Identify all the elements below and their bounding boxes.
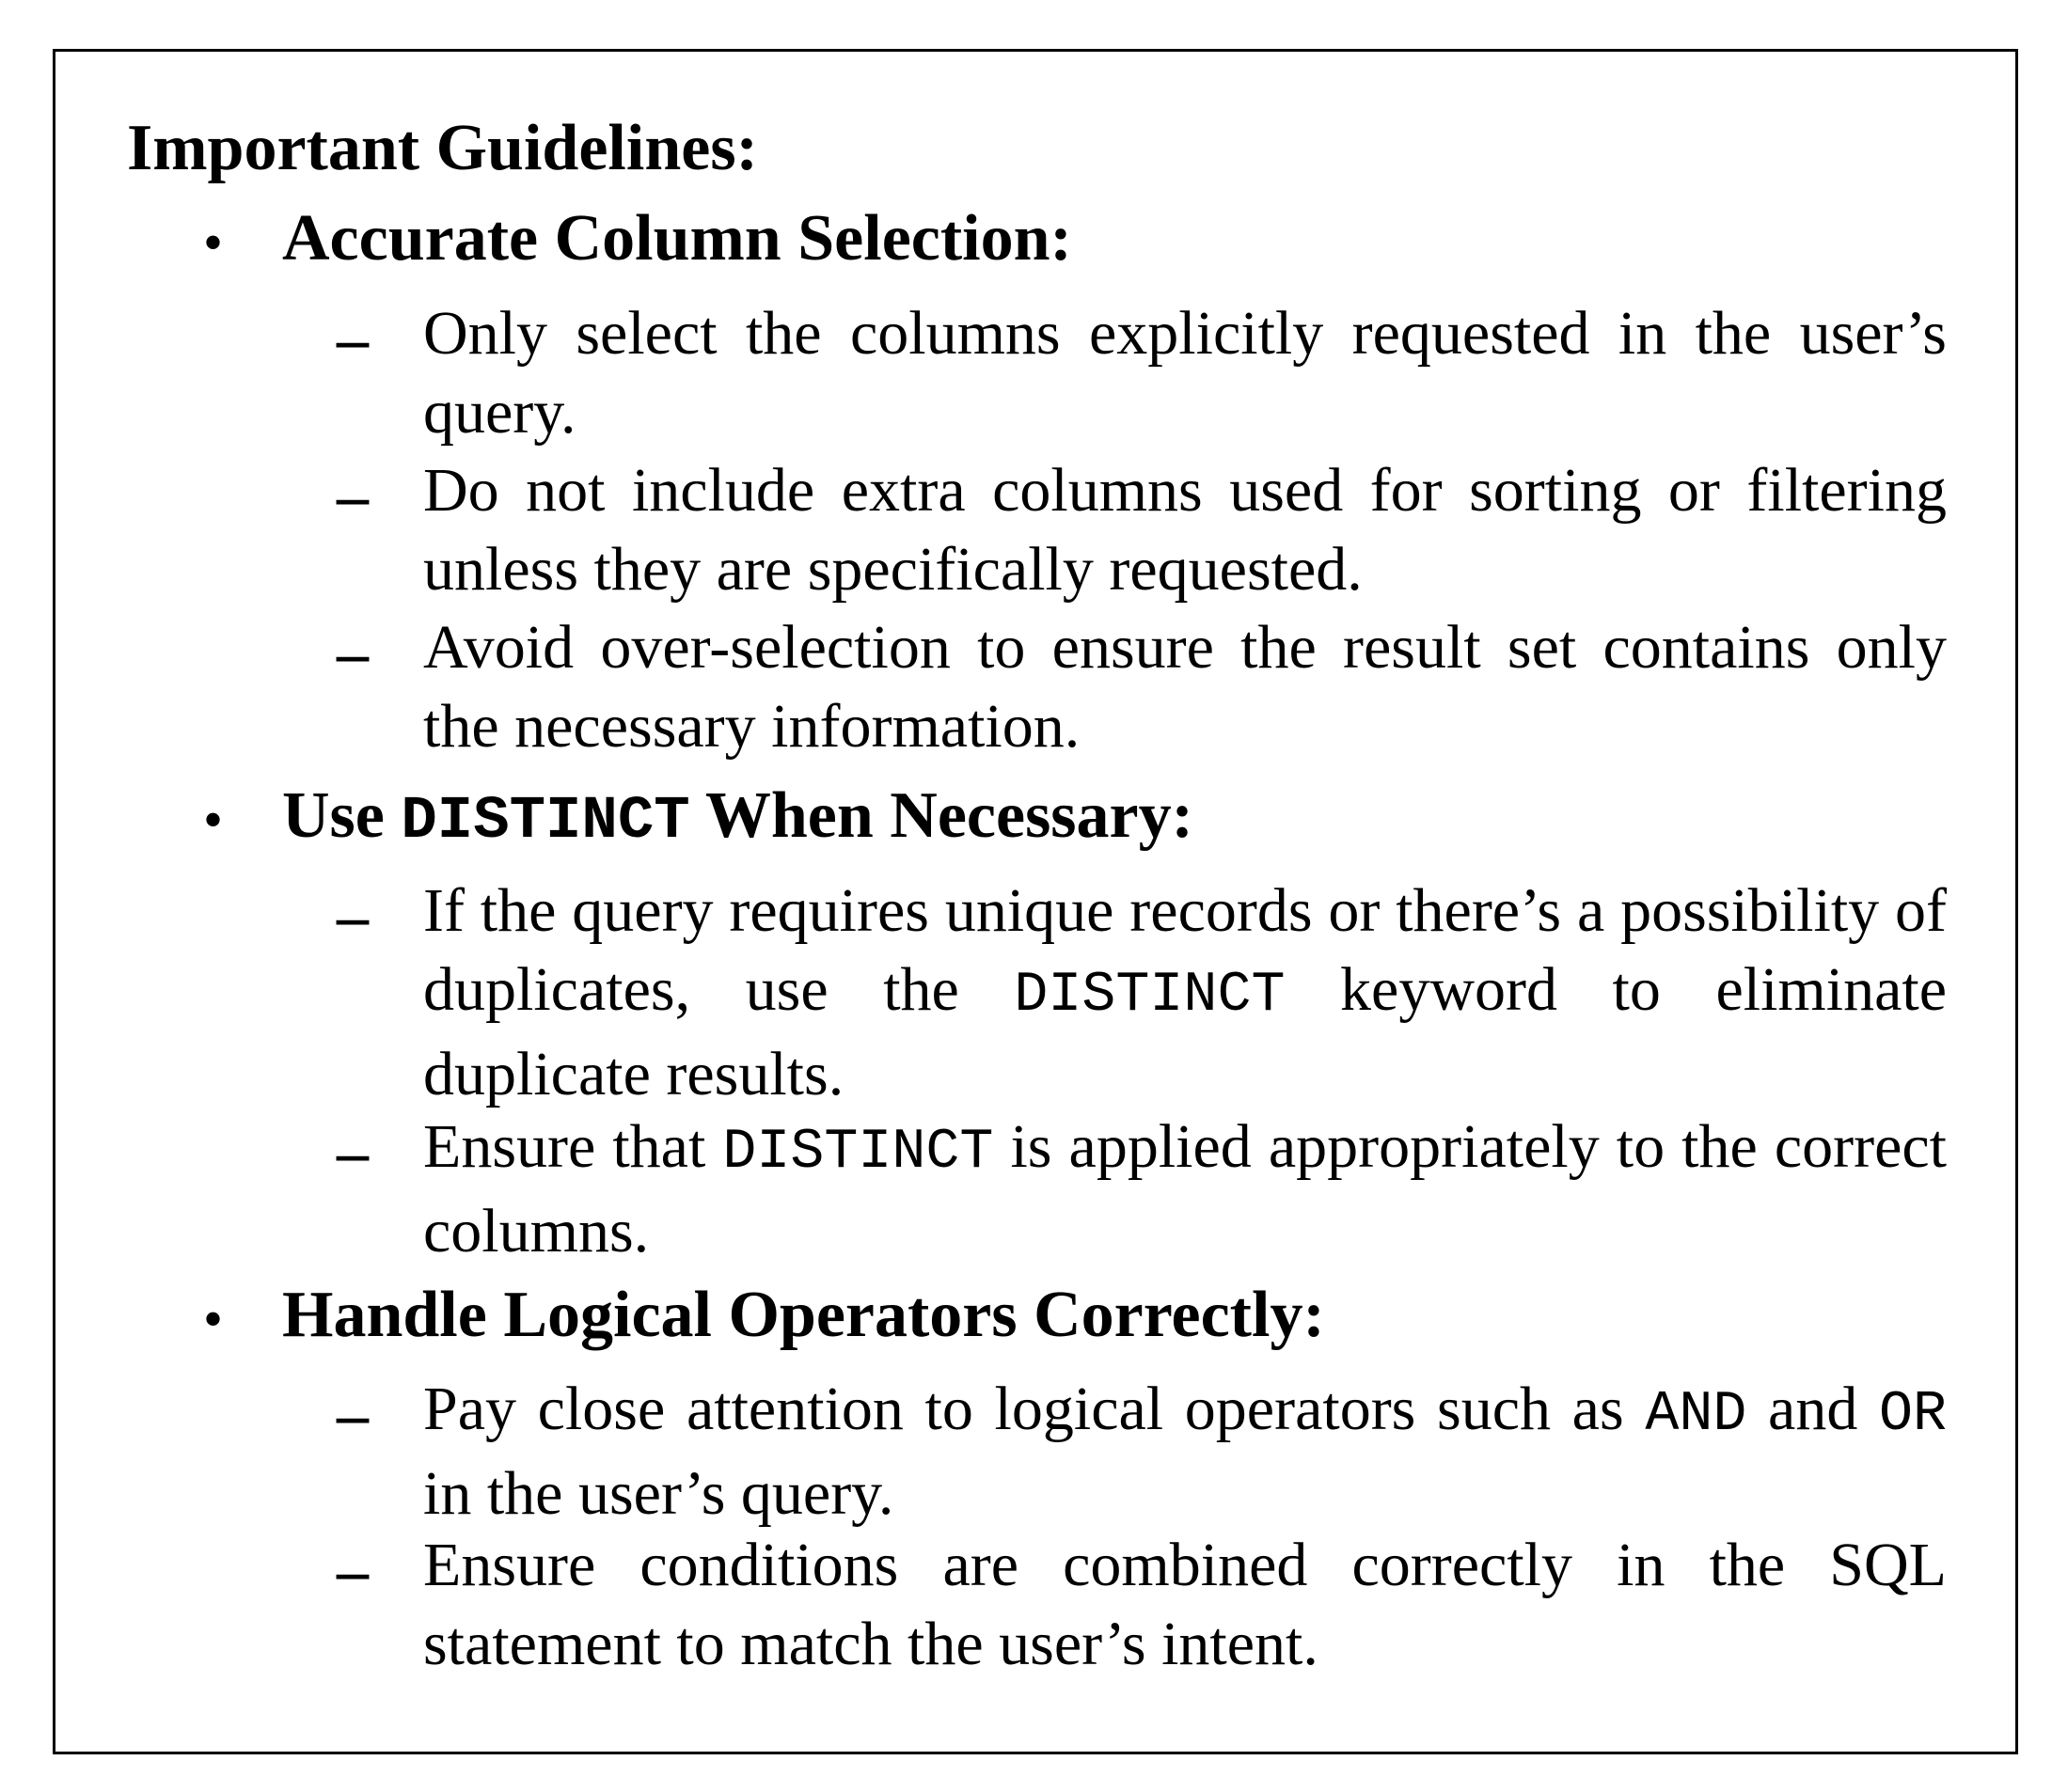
heading-prefix: Use (282, 779, 385, 852)
bullet-icon: • (203, 212, 224, 274)
dash-icon: – (337, 460, 369, 531)
dash-icon: – (337, 1534, 369, 1606)
section-heading-logical-operators: Handle Logical Operators Correctly: (282, 1279, 1325, 1351)
item-text: keyword to eliminate duplicate results. (423, 955, 1948, 1108)
inline-code: DISTINCT (1014, 964, 1286, 1028)
dash-icon: – (337, 880, 369, 951)
section-heading-distinct (282, 778, 1193, 859)
guideline-item (423, 1370, 1947, 1533)
bullet-icon: • (203, 789, 224, 851)
heading-code: DISTINCT (401, 788, 690, 856)
dash-icon: – (337, 617, 369, 688)
item-text: and (1768, 1375, 1858, 1443)
guideline-item (423, 872, 1947, 1114)
guideline-item: Only select the columns explicitly requested in the user’s query. (423, 299, 1947, 447)
item-text: Pay close attention to logical operators such as (423, 1375, 1624, 1443)
section-heading-column-selection: Accurate Column Selection: (282, 202, 1072, 275)
item-text: If the query requires unique records or there’s a possibility of duplicates, use the (423, 876, 1947, 1024)
inline-code: OR (1879, 1383, 1948, 1447)
guideline-item: Avoid over-selection to ensure the result set contains only the necessary information. (423, 613, 1947, 761)
inline-code: DISTINCT (722, 1121, 994, 1185)
guideline-item: Do not include extra columns used for sorting or filtering unless they are specifically requested. (423, 456, 1947, 604)
guideline-item (423, 1108, 1947, 1271)
item-text: in the user’s query. (423, 1459, 894, 1528)
dash-icon: – (337, 303, 369, 374)
dash-icon: – (337, 1378, 369, 1450)
box-title: Important Guidelines: (127, 112, 758, 184)
item-text: Ensure that (423, 1112, 706, 1181)
heading-suffix: When Necessary: (704, 779, 1193, 852)
dash-icon: – (337, 1116, 369, 1187)
item-text: is applied appropriately to the correct columns. (423, 1112, 1948, 1265)
bullet-icon: • (203, 1288, 224, 1350)
guideline-item: Ensure conditions are combined correctly in the SQL statement to match the user’s intent. (423, 1531, 1947, 1678)
inline-code: AND (1645, 1383, 1747, 1447)
